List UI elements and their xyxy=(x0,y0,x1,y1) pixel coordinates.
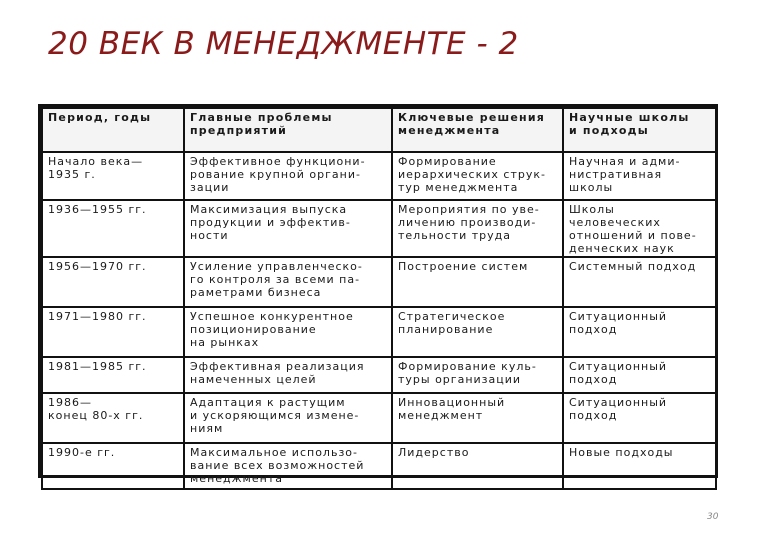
slide-title: 20 ВЕК В МЕНЕДЖМЕНТЕ - 2 xyxy=(48,26,519,62)
cell-decision: Мероприятия по уве- личению производи- тельности труда xyxy=(392,200,563,257)
cell-decision: Формирование куль- туры организации xyxy=(392,357,563,393)
cell-period: 1990-е гг. xyxy=(42,443,184,489)
table-row xyxy=(42,443,716,489)
cell-school: Новые подходы xyxy=(563,443,716,489)
cell-problem: Успешное конкурентное позиционирование на рынках xyxy=(184,307,392,357)
cell-decision: Формирование иерархических струк- тур менеджмента xyxy=(392,152,563,200)
cell-school: Научная и адми- нистративная школы xyxy=(563,152,716,200)
cell-problem: Максимальное использо- вание всех возможностей менеджмента xyxy=(184,443,392,489)
management-history-table xyxy=(38,104,718,485)
cell-problem: Максимизация выпуска продукции и эффектив- ности xyxy=(184,200,392,257)
table-row xyxy=(42,200,716,257)
cell-decision: Стратегическое планирование xyxy=(392,307,563,357)
cell-decision: Лидерство xyxy=(392,443,563,489)
cell-school: Системный подход xyxy=(563,257,716,307)
cell-period: Начало века— 1935 г. xyxy=(42,152,184,200)
table-row xyxy=(42,357,716,393)
table-header-row xyxy=(42,108,716,152)
table-row xyxy=(42,393,716,443)
header-period: Период, годы xyxy=(42,108,184,152)
cell-problem: Эффективная реализация намеченных целей xyxy=(184,357,392,393)
table xyxy=(41,107,717,490)
cell-problem: Эффективное функциони- рование крупной органи- зации xyxy=(184,152,392,200)
cell-problem: Адаптация к растущим и ускоряющимся измене- ниям xyxy=(184,393,392,443)
header-problems: Главные проблемы предприятий xyxy=(184,108,392,152)
cell-period: 1981—1985 гг. xyxy=(42,357,184,393)
table-row xyxy=(42,257,716,307)
table-row xyxy=(42,307,716,357)
cell-problem: Усиление управленческо- го контроля за всеми па- раметрами бизнеса xyxy=(184,257,392,307)
page-number: 30 xyxy=(707,512,719,522)
cell-school: Школы человеческих отношений и пове- денческих наук xyxy=(563,200,716,257)
cell-school: Ситуационный подход xyxy=(563,393,716,443)
cell-period: 1986— конец 80-х гг. xyxy=(42,393,184,443)
cell-period: 1936—1955 гг. xyxy=(42,200,184,257)
header-decisions: Ключевые решения менеджмента xyxy=(392,108,563,152)
cell-period: 1956—1970 гг. xyxy=(42,257,184,307)
table-row xyxy=(42,152,716,200)
cell-decision: Инновационный менеджмент xyxy=(392,393,563,443)
cell-period: 1971—1980 гг. xyxy=(42,307,184,357)
cell-school: Ситуационный подход xyxy=(563,357,716,393)
cell-school: Ситуационный подход xyxy=(563,307,716,357)
header-schools: Научные школы и подходы xyxy=(563,108,716,152)
cell-decision: Построение систем xyxy=(392,257,563,307)
